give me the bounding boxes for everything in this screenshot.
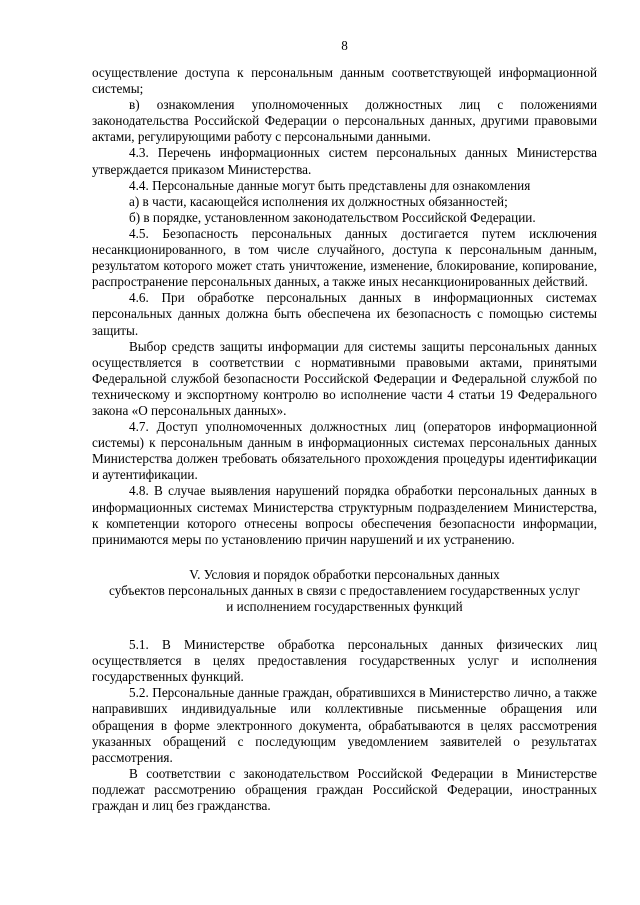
paragraph: В соответствии с законодательством Российской Федерации в Министерстве подлежат рассмотрению обращения граждан Российской Федерации, иностранных граждан и лиц без гражданства. bbox=[92, 765, 597, 814]
paragraph: а) в части, касающейся исполнения их должностных обязанностей; bbox=[129, 193, 508, 209]
page-number: 8 bbox=[341, 38, 348, 53]
paragraph: 4.4. Персональные данные могут быть представлены для ознакомления bbox=[129, 177, 531, 193]
paragraph: 4.8. В случае выявления нарушений порядка обработки персональных данных в информационных системах Министерства структурным подразделением Министерства, к компетенции которого отнесены вопросы обеспечения безопасности информации, принимаются меры по установлению причин нарушений и их устранению. bbox=[92, 483, 597, 547]
section-heading bbox=[92, 567, 597, 615]
paragraph: 4.5. Безопасность персональных данных достигается путем исключения несанкционированного, в том числе случайного, доступа к персональным данным, результатом которого может стать уничтожение, изменение, блокирование, копирование, распространение персональных данных, а также иных несанкционированных действий. bbox=[92, 225, 597, 290]
paragraph: 4.6. При обработке персональных данных в информационных системах персональных данных должна быть обеспечена их безопасность с помощью системы защиты. bbox=[92, 290, 597, 338]
paragraph: 4.3. Перечень информационных систем персональных данных Министерства утверждается приказом Министерства. bbox=[92, 145, 597, 177]
section-heading-line: V. Условия и порядок обработки персональных данных bbox=[189, 566, 500, 582]
paragraph: в) ознакомления уполномоченных должностных лиц с положениями законодательства Российской Федерации о персональных данных, другими правовыми актами, регулирующими работу с персональными данными. bbox=[92, 97, 597, 145]
paragraph: 5.2. Персональные данные граждан, обратившихся в Министерство лично, а также направивших индивидуальные или коллективные письменные обращения или обращения в форме электронного документа, обрабатываются в целях рассмотрения указанных обращений с последующим уведомлением заявителей о результатах рассмотрения. bbox=[92, 685, 597, 765]
section-heading-line: субъектов персональных данных в связи с предоставлением государственных услуг bbox=[109, 582, 580, 598]
paragraph: осуществление доступа к персональным данным соответствующей информационной системы; bbox=[92, 65, 597, 97]
section-iv-continuation bbox=[92, 65, 597, 548]
paragraph: 5.1. В Министерстве обработка персональных данных физических лиц осуществляется в целях предоставления государственных услуг и исполнения государственных функций. bbox=[92, 637, 597, 685]
paragraph: Выбор средств защиты информации для системы защиты персональных данных осуществляется в соответствии с нормативными правовыми актами, принятыми Федеральной службой безопасности Российской Федерации и Федеральной службой по техническому и экспортному контролю во исполнение части 4 статьи 19 Федерального закона «О персональных данных». bbox=[92, 338, 597, 418]
section-heading-line: и исполнением государственных функций bbox=[226, 599, 463, 614]
section-v-body bbox=[92, 637, 597, 814]
document-page bbox=[92, 38, 597, 814]
paragraph: б) в порядке, установленном законодательством Российской Федерации. bbox=[129, 209, 536, 225]
paragraph: 4.7. Доступ уполномоченных должностных лиц (операторов информационной системы) к персональным данным в информационных системах персональных данных Министерства должен требовать обязательного прохождения процедуры идентификации и аутентификации. bbox=[92, 419, 597, 483]
